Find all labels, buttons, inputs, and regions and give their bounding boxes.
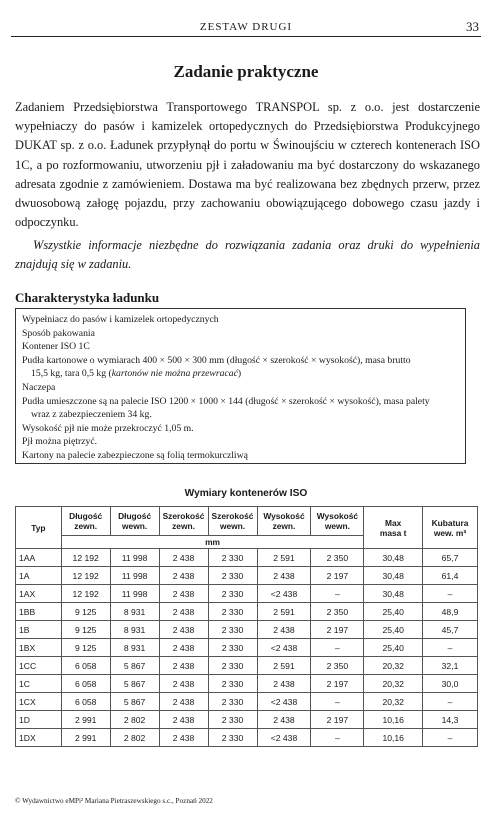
cargo-line: Naczepa bbox=[22, 381, 56, 393]
running-header bbox=[11, 18, 481, 37]
table-cell: 2 197 bbox=[311, 567, 364, 585]
cargo-line: Pudła umieszczone są na palecie ISO 1200 × 1000 × 144 (długość × szerokość × wysokość), masa palety bbox=[22, 395, 430, 407]
header-width-ext bbox=[159, 507, 208, 536]
table-cell: 10,16 bbox=[364, 711, 423, 729]
cell-type: 1A bbox=[16, 567, 62, 585]
table-cell: 2 438 bbox=[159, 549, 208, 567]
table-cell: 25,40 bbox=[364, 621, 423, 639]
table-cell: 6 058 bbox=[61, 693, 110, 711]
table-cell: 5 867 bbox=[110, 693, 159, 711]
table-cell: 14,3 bbox=[423, 711, 478, 729]
cell-type: 1B bbox=[16, 621, 62, 639]
cell-type: 1DX bbox=[16, 729, 62, 747]
table-title: Wymiary kontenerów ISO bbox=[184, 488, 308, 499]
table-cell: – bbox=[423, 729, 478, 747]
table-cell: 2 438 bbox=[159, 639, 208, 657]
table-cell: 2 802 bbox=[110, 729, 159, 747]
table-cell: 8 931 bbox=[110, 603, 159, 621]
table-row bbox=[16, 639, 478, 657]
table-cell: 6 058 bbox=[61, 657, 110, 675]
cell-type: 1BX bbox=[16, 639, 62, 657]
cargo-line-part: 15,5 kg, tara 0,5 kg ( bbox=[31, 368, 112, 380]
header-text: wewn. bbox=[122, 521, 148, 531]
table-cell: 2 197 bbox=[311, 621, 364, 639]
cell-type: 1CC bbox=[16, 657, 62, 675]
header-text: Max bbox=[385, 517, 402, 528]
header-text: wewn. bbox=[324, 521, 350, 531]
table-cell: 2 438 bbox=[257, 711, 311, 729]
table-cell: 2 591 bbox=[257, 549, 311, 567]
cargo-line: wraz z zabezpieczeniem 34 kg. bbox=[31, 409, 152, 421]
table-row bbox=[16, 585, 478, 603]
table-cell: 20,32 bbox=[364, 657, 423, 675]
table-cell: – bbox=[423, 585, 478, 603]
header-text: Wysokość bbox=[263, 511, 305, 521]
table-cell: 9 125 bbox=[61, 603, 110, 621]
cargo-section-heading: Charakterystyka ładunku bbox=[15, 290, 160, 305]
header-text: Długość bbox=[69, 511, 103, 521]
table-cell: 2 330 bbox=[208, 549, 257, 567]
header-text: Kubatura bbox=[431, 517, 469, 528]
table-row bbox=[16, 693, 478, 711]
table-cell: 2 350 bbox=[311, 603, 364, 621]
table-cell: 12 192 bbox=[61, 567, 110, 585]
table-cell: 2 330 bbox=[208, 711, 257, 729]
table-row bbox=[16, 621, 478, 639]
table-cell: 2 438 bbox=[159, 621, 208, 639]
task-description: Zadaniem Przedsiębiorstwa Transportowego TRANSPOL sp. z o.o. jest dostarczenie wypełniaczy do pasów i kamizelek ortopedycznych do Przedsiębiorstwa Produkcyjnego DUKAT sp. z o.o. Ładunek przypłynął do portu w Świnoujściu w czterech kontenerach ISO 1C, a po rozformowaniu, utworzeniu pjł i załadowaniu ma być dostarczony do wskazanego adresata zgodnie z zamówieniem. Dostawa ma być realizowana bez zbędnych przerw, przez dwuosobową załogę pojazdu, przy zachowaniu obowiązującego dobowego czasu jazdy i odpoczynku. bbox=[15, 100, 480, 230]
table-cell: 2 330 bbox=[208, 621, 257, 639]
table-cell: 25,40 bbox=[364, 639, 423, 657]
cargo-line-italic: kartonów nie można przewracać bbox=[111, 368, 238, 380]
table-cell: 30,0 bbox=[423, 675, 478, 693]
header-height-ext bbox=[257, 507, 311, 536]
table-cell: 2 991 bbox=[61, 729, 110, 747]
table-cell: 2 330 bbox=[208, 567, 257, 585]
cell-type: 1D bbox=[16, 711, 62, 729]
table-cell: 2 197 bbox=[311, 675, 364, 693]
table-body bbox=[16, 549, 478, 747]
table-cell: 2 438 bbox=[159, 729, 208, 747]
header-text: Długość bbox=[118, 511, 152, 521]
table-cell: 2 438 bbox=[257, 675, 311, 693]
page-title: Zadanie praktyczne bbox=[173, 62, 319, 81]
header-text: wew. m³ bbox=[433, 527, 467, 538]
cell-type: 1AX bbox=[16, 585, 62, 603]
table-cell: 11 998 bbox=[110, 567, 159, 585]
table-cell: – bbox=[311, 729, 364, 747]
cell-type: 1C bbox=[16, 675, 62, 693]
table-cell: 5 867 bbox=[110, 657, 159, 675]
table-cell: 2 350 bbox=[311, 549, 364, 567]
header-text: zewn. bbox=[272, 521, 296, 531]
table-cell: 10,16 bbox=[364, 729, 423, 747]
table-cell: – bbox=[311, 639, 364, 657]
header-length-int bbox=[110, 507, 159, 536]
header-height-int bbox=[311, 507, 364, 536]
task-note: Wszystkie informacje niezbędne do rozwiązania zadania oraz druki do wypełnienia znajdują się w zadaniu. bbox=[15, 238, 480, 272]
table-cell: <2 438 bbox=[257, 639, 311, 657]
table-cell: 9 125 bbox=[61, 639, 110, 657]
table-cell: 61,4 bbox=[423, 567, 478, 585]
header-text: Szerokość bbox=[162, 511, 205, 521]
table-cell: – bbox=[423, 639, 478, 657]
table-row bbox=[16, 603, 478, 621]
cargo-line: Pudła kartonowe o wymiarach 400 × 500 × 300 mm (długość × szerokość × wysokość), masa brutto bbox=[22, 354, 411, 366]
table-cell: – bbox=[311, 693, 364, 711]
cargo-line: Wysokość pjł nie może przekroczyć 1,05 m. bbox=[22, 422, 194, 434]
table-row bbox=[16, 549, 478, 567]
table-row bbox=[16, 675, 478, 693]
table-row bbox=[16, 657, 478, 675]
table-cell: 2 330 bbox=[208, 603, 257, 621]
header-unit-mm: mm bbox=[61, 536, 364, 549]
table-cell: <2 438 bbox=[257, 729, 311, 747]
table-cell: 25,40 bbox=[364, 603, 423, 621]
table-cell: 2 438 bbox=[159, 585, 208, 603]
table-cell: 11 998 bbox=[110, 549, 159, 567]
table-cell: 2 438 bbox=[159, 693, 208, 711]
table-cell: 2 802 bbox=[110, 711, 159, 729]
header-volume bbox=[423, 507, 478, 549]
table-cell: 30,48 bbox=[364, 585, 423, 603]
table-cell: 20,32 bbox=[364, 693, 423, 711]
table-cell: 2 330 bbox=[208, 585, 257, 603]
cargo-line bbox=[22, 367, 459, 381]
table-cell: 30,48 bbox=[364, 567, 423, 585]
header-text: zewn. bbox=[172, 521, 195, 531]
table-cell: – bbox=[423, 693, 478, 711]
cargo-line: Kontener ISO 1C bbox=[22, 341, 90, 353]
running-header-title: ZESTAW DRUGI bbox=[199, 21, 293, 33]
header-text: zewn. bbox=[74, 521, 98, 531]
table-row bbox=[16, 567, 478, 585]
cargo-line: Wypełniacz do pasów i kamizelek ortopedycznych bbox=[22, 314, 219, 325]
table-cell: 8 931 bbox=[110, 639, 159, 657]
table-cell: 32,1 bbox=[423, 657, 478, 675]
table-cell: 9 125 bbox=[61, 621, 110, 639]
page-number: 33 bbox=[466, 19, 479, 34]
table-cell: 5 867 bbox=[110, 675, 159, 693]
table-cell: 2 438 bbox=[257, 567, 311, 585]
table-cell: 11 998 bbox=[110, 585, 159, 603]
header-length-ext bbox=[61, 507, 110, 536]
table-cell: <2 438 bbox=[257, 693, 311, 711]
cargo-line: Sposób pakowania bbox=[22, 327, 95, 339]
table-cell: 2 591 bbox=[257, 603, 311, 621]
table-cell: 2 330 bbox=[208, 693, 257, 711]
header-text: wewn. bbox=[219, 521, 246, 531]
table-cell: 2 438 bbox=[159, 657, 208, 675]
table-cell: 6 058 bbox=[61, 675, 110, 693]
table-cell: 2 438 bbox=[159, 567, 208, 585]
table-cell: 48,9 bbox=[423, 603, 478, 621]
cell-type: 1CX bbox=[16, 693, 62, 711]
table-row bbox=[16, 711, 478, 729]
table-cell: 65,7 bbox=[423, 549, 478, 567]
table-cell: <2 438 bbox=[257, 585, 311, 603]
table-cell: 2 438 bbox=[159, 711, 208, 729]
table-cell: 12 192 bbox=[61, 585, 110, 603]
table-cell: 2 350 bbox=[311, 657, 364, 675]
cargo-characteristics-box bbox=[15, 308, 466, 464]
header-max-mass bbox=[364, 507, 423, 549]
header-text: masa t bbox=[379, 527, 407, 538]
cargo-line: Kartony na palecie zabezpieczone są folią termokurczliwą bbox=[22, 449, 248, 461]
table-cell: – bbox=[311, 585, 364, 603]
header-text: Wysokość bbox=[316, 511, 359, 521]
table-cell: 2 330 bbox=[208, 657, 257, 675]
cell-type: 1BB bbox=[16, 603, 62, 621]
cargo-line: Pjł można piętrzyć. bbox=[22, 436, 98, 448]
cargo-line-part: ) bbox=[237, 368, 242, 380]
header-width-int bbox=[208, 507, 257, 536]
table-cell: 2 438 bbox=[159, 675, 208, 693]
table-cell: 2 330 bbox=[208, 675, 257, 693]
table-cell: 2 438 bbox=[159, 603, 208, 621]
table-cell: 12 192 bbox=[61, 549, 110, 567]
table-cell: 2 438 bbox=[257, 621, 311, 639]
header-type: Typ bbox=[16, 507, 62, 549]
iso-containers-table bbox=[15, 506, 478, 747]
header-text: Szerokość bbox=[211, 511, 254, 521]
table-cell: 8 931 bbox=[110, 621, 159, 639]
table-cell: 30,48 bbox=[364, 549, 423, 567]
table-row bbox=[16, 729, 478, 747]
table-cell: 2 330 bbox=[208, 639, 257, 657]
table-cell: 2 591 bbox=[257, 657, 311, 675]
table-cell: 2 197 bbox=[311, 711, 364, 729]
cell-type: 1AA bbox=[16, 549, 62, 567]
table-cell: 45,7 bbox=[423, 621, 478, 639]
table-cell: 2 330 bbox=[208, 729, 257, 747]
copyright-footer: © Wydawnictwo eMPi² Mariana Pietraszewskiego s.c., Poznań 2022 bbox=[15, 797, 213, 805]
table-cell: 20,32 bbox=[364, 675, 423, 693]
table-cell: 2 991 bbox=[61, 711, 110, 729]
